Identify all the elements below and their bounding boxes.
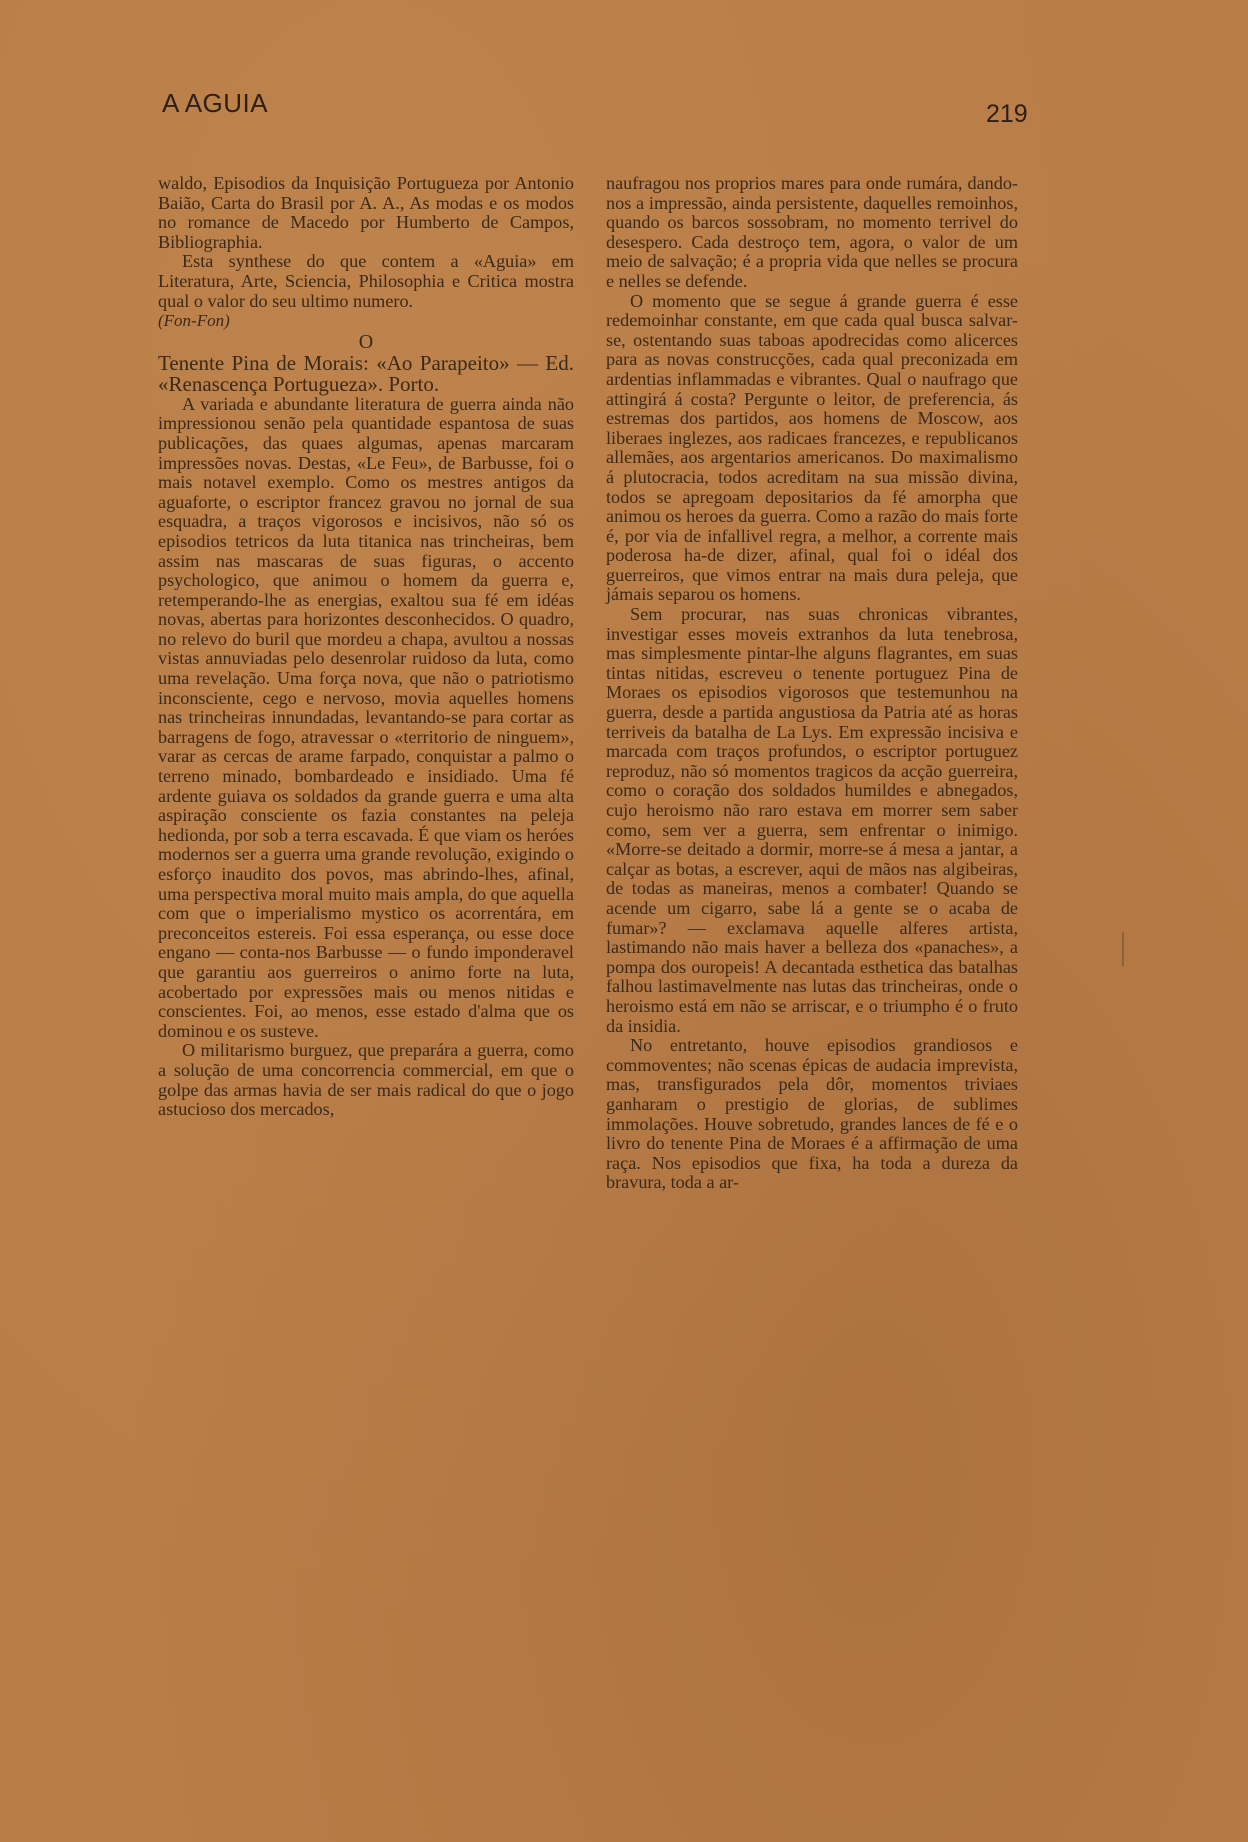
synthesis-paragraph: Esta synthese do que contem a «Aguia» em Literatura, Arte, Sciencia, Philosophia e Critica mostra qual o valor do seu ultimo numero. xyxy=(158,251,574,311)
left-column xyxy=(158,174,574,1120)
body-paragraph: naufragou nos proprios mares para onde rumára, dando-nos a impressão, ainda persistente, daquelles remoinhos, quando os barcos sossobram, no momento terrivel do desespero. Cada destroço tem, agora, o valor de um meio de salvação; é a propria vida que nelles se procura e nelles se defende. xyxy=(606,173,1018,291)
body-paragraph: O momento que se segue á grande guerra é esse redemoinhar constante, em que cada qual busca salvar-se, ostentando suas taboas apodrecidas como alicerces para as novas construcções, cada qual preconizada em ardentias inflammadas e vibrantes. Qual o naufrago que attingirá á costa? Pergunte o leitor, de preferencia, ás estremas dos partidos, aos homens de Moscow, aos liberaes inglezes, aos radicaes francezes, e republicanos allemães, aos argentarios americanos. Do maximalismo á plutocracia, todos acreditam na sua missão divina, todos se apregoam depositarios da fé amorpha que animou os heroes da guerra. Como a razão do mais forte é, por via de infallivel regra, a melhor, a corrente mais poderosa ha-de dizer, afinal, qual foi o idéal dos guerreiros, que vimos entrar na mais dura peleja, que jámais separou os homens. xyxy=(606,290,1018,605)
body-paragraph: Sem procurar, nas suas chronicas vibrantes, investigar esses moveis extranhos da luta tenebrosa, mas simplesmente pintar-lhe alguns flagrantes, em suas tintas nitidas, escreveu o tenente portuguez Pina de Moraes os episodios vigorosos que testemunhou na guerra, desde a partida angustiosa da Patria até as horas terriveis da batalha de La Lys. Em expressão incisiva e marcada com traços profundos, o escriptor portuguez reproduz, não só momentos tragicos da acção guerreira, como o coração dos soldados humildes e abnegados, cujo heroismo não raro estava em morrer sem saber como, sem ver a guerra, sem enfrentar o inimigo. «Morre-se deitado a dormir, morre-se á mesa a jantar, a calçar as botas, a escrever, aqui de mãos nas algibeiras, de todas as maneiras, menos a combater! Quando se acende um cigarro, sabe lá a gente se o acaba de fumar»? — exclamava aquelle alferes artista, lastimando não mais haver a belleza dos «panaches», a pompa dos ouropeis! A decantada esthetica das batalhas falhou lastimavelmente nas lutas das trincheiras, onde o heroismo está em não se arriscar, e o triumpho é o fruto da insidia. xyxy=(606,604,1018,1036)
source-attribution: (Fon-Fon) xyxy=(158,311,230,331)
page-number: 219 xyxy=(986,100,1028,128)
intro-paragraph: waldo, Episodios da Inquisição Portugueza por Antonio Baião, Carta do Brasil por A. A., As modas e os modos no romance de Macedo por Humberto de Campos, Bibliographia. xyxy=(158,173,574,252)
review-section-marker: O xyxy=(358,330,374,353)
review-title: Tenente Pina de Morais: «Ao Parapeito» — Ed. «Renascença Portugueza». Porto. xyxy=(158,350,574,396)
body-paragraph: No entretanto, houve episodios grandiosos e commoventes; não scenas épicas de audacia imprevista, mas, transfigurados pela dôr, momentos triviaes ganharam o prestigio de glorias, de sublimes immolações. Houve sobretudo, grandes lances de fé e o livro do tenente Pina de Moraes é a affirmação de uma raça. Nos episodios que fixa, ha toda a dureza da bravura, toda a ar- xyxy=(606,1035,1018,1193)
right-column xyxy=(606,174,1018,1193)
body-paragraph: O militarismo burguez, que preparára a guerra, como a solução de uma concorrencia commercial, em que o golpe das armas havia de ser mais radical do que o jogo astucioso dos mercados, xyxy=(158,1040,574,1120)
body-paragraph: A variada e abundante literatura de guerra ainda não impressionou senão pela quantidade espantosa de suas publicações, das quaes algumas, apenas marcaram impressões novas. Destas, «Le Feu», de Barbusse, foi o mais notavel exemplo. Como os mestres antigos da aguaforte, o escriptor francez gravou no jornal de sua esquadra, a traços vigorosos e incisivos, não só os episodios tetricos da luta titanica nas trincheiras, bem assim nas mascaras de suas figuras, o accento psychologico, que animou o homem da guerra e, retemperando-lhe as energias, exaltou sua fé em idéas novas, abertas para horizontes desconhecidos. O quadro, no relevo do buril que mordeu a chapa, avultou a nossas vistas annuviadas pelo desenrolar ruidoso da luta, como uma revelação. Uma força nova, que não o patriotismo inconsciente, cego e nervoso, movia aquelles homens nas trincheiras innundadas, levantando-se para cortar as barragens de fogo, atravessar o «territorio de ninguem», varar as cercas de arame farpado, conquistar a palmo o terreno minado, bombardeado e insidiado. Uma fé ardente guiava os soldados da grande guerra e uma alta aspiração consciente os fazia constantes na peleja hedionda, por sob a terra escavada. É que viam os heróes modernos ser a guerra uma grande revolução, exigindo o esforço inaudito dos povos, mas abrindo-lhes, afinal, uma perspectiva moral muito mais ampla, do que aquella com que o imperialismo mystico os acorrentára, em preconceitos estereis. Foi essa esperança, ou esse doce engano — conta-nos Barbusse — o fundo imponderavel que garantiu aos guerreiros o animo forte na luta, acobertado por expressões mais ou menos nitidas e conscientes. Foi, ao menos, esse estado d'alma que os dominou e os susteve. xyxy=(158,393,574,1041)
margin-mark xyxy=(1122,932,1124,966)
running-head: A AGUIA xyxy=(162,88,269,118)
